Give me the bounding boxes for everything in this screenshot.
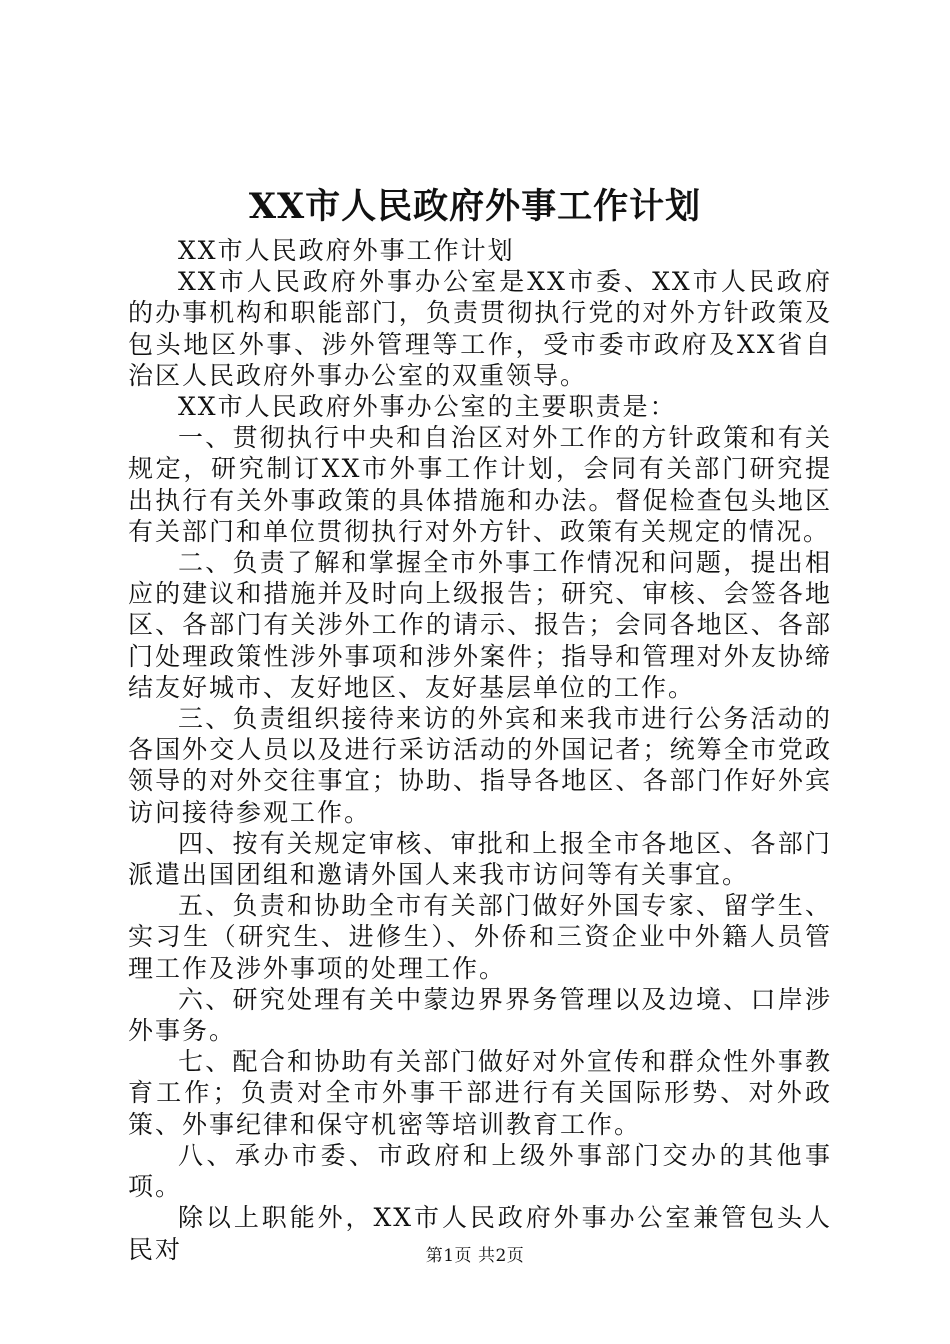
paragraph-duty-4: 四、按有关规定审核、审批和上报全市各地区、各部门派遣出国团组和邀请外国人来我市访问等有关事宜。: [128, 828, 832, 890]
paragraph-duty-1: 一、贯彻执行中央和自治区对外工作的方针政策和有关规定，研究制订XX市外事工作计划，会同有关部门研究提出执行有关外事政策的具体措施和办法。督促检查包头地区有关部门和单位贯彻执行对外方针、政策有关规定的情况。: [128, 423, 832, 546]
paragraph-duties-heading: XX市人民政府外事办公室的主要职责是：: [178, 392, 677, 422]
document-title: XX市人民政府外事工作计划: [248, 186, 702, 227]
paragraph-duty-8: 八、承办市委、市政府和上级外事部门交办的其他事项。: [128, 1140, 832, 1202]
paragraph-additional: 除以上职能外，XX市人民政府外事办公室兼管包头人民对: [128, 1203, 832, 1264]
paragraph-intro: XX市人民政府外事办公室是XX市委、XX市人民政府的办事机构和职能部门，负责贯彻执行党的对外方针政策及包头地区外事、涉外管理等工作，受市委市政府及XX省自治区人民政府外事办公室的双重领导。: [128, 267, 832, 390]
paragraph-duty-2: 二、负责了解和掌握全市外事工作情况和问题，提出相应的建议和措施并及时向上级报告；研究、审核、会签各地区、各部门有关涉外工作的请示、报告；会同各地区、各部门处理政策性涉外事项和涉外案件；指导和管理对外友协缔结友好城市、友好地区、友好基层单位的工作。: [128, 548, 832, 702]
page-number-footer: 第1页 共2页: [425, 1246, 525, 1266]
paragraph-duty-5: 五、负责和协助全市有关部门做好外国专家、留学生、实习生（研究生、进修生）、外侨和三资企业中外籍人员管理工作及涉外事项的处理工作。: [128, 891, 832, 983]
paragraph-duty-6: 六、研究处理有关中蒙边界界务管理以及边境、口岸涉外事务。: [128, 984, 832, 1046]
paragraph-subtitle: XX市人民政府外事工作计划: [178, 236, 515, 265]
paragraph-duty-7: 七、配合和协助有关部门做好对外宣传和群众性外事教育工作；负责对全市外事干部进行有关国际形势、对外政策、外事纪律和保守机密等培训教育工作。: [128, 1047, 832, 1139]
document-body: [128, 235, 832, 1265]
paragraph-duty-3: 三、负责组织接待来访的外宾和来我市进行公务活动的各国外交人员以及进行采访活动的外国记者；统筹全市党政领导的对外交往事宜；协助、指导各地区、各部门作好外宾访问接待参观工作。: [128, 704, 832, 827]
